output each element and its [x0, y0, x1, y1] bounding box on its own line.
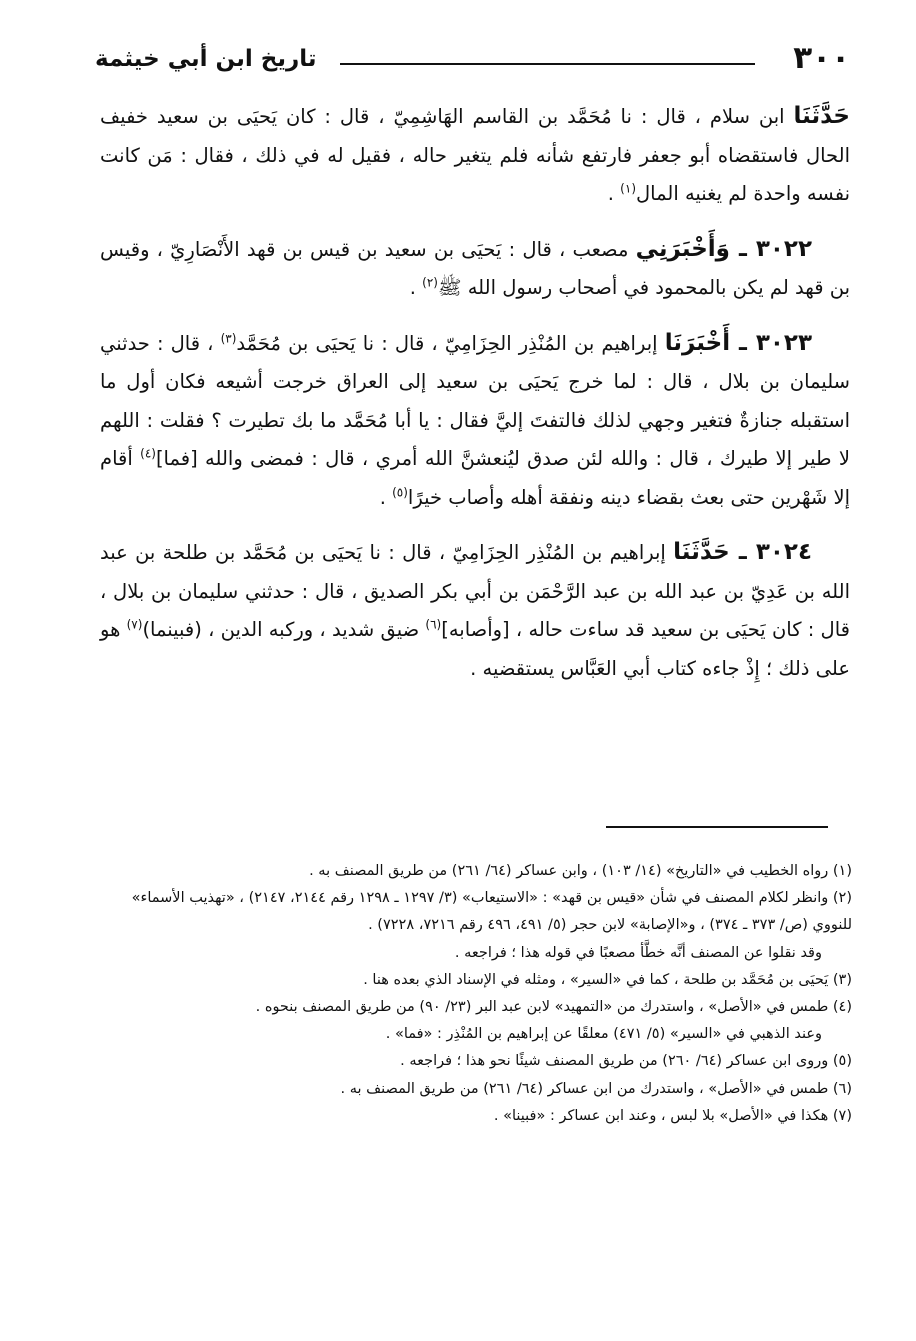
header-rule — [340, 63, 755, 65]
paragraph-text: إبراهيم بن المُنْذِر الحِزَامِيّ ، قال : نا يَحيَى بن مُحَمَّد — [236, 331, 665, 355]
footnote-ref[interactable]: (٤) — [140, 446, 156, 461]
paragraph-intro — [100, 97, 850, 214]
paragraph-number: ٣٠٢٤ ـ — [729, 539, 812, 565]
footnote-2: (٢) وانظر لكلام المصنف في شأن «قيس بن قهد» : «الاستيعاب» (٣/ ١٢٩٧ ـ ١٢٩٨ رقم ٢١٤٤، ٢١٤٧) ، «تهذيب الأسماء» للنووي (ص/ ٣٧٣ ـ ٣٧٤) ، و«الإصابة» لابن حجر (٥/ ٤٩١، ٤٩٦ رقم ٧٢١٦، ٧٢٢٨) . — [131, 890, 852, 934]
paragraph-text: هو على ذلك ؛ إِذْ جاءه كتاب أبي العَبَّاس يستقضيه . — [100, 618, 850, 680]
footnote-ref[interactable]: (٦) — [425, 617, 442, 632]
footnote-1: (١) رواه الخطيب في «التاريخ» (١٤/ ١٠٣) ، وابن عساكر (٦٤/ ٢٦١) من طريق المصنف به . — [309, 863, 852, 879]
footnote-ref[interactable]: (٥) — [392, 485, 408, 499]
footnote-4-continuation: وعند الذهبي في «السير» (٥/ ٤٧١) معلقًا عن إبراهيم بن المُنْذِر : «فما» . — [385, 1026, 822, 1043]
footnote-ref[interactable]: (٣) — [220, 331, 237, 345]
footnote-ref[interactable]: (١) — [620, 181, 636, 196]
paragraph-number: ٣٠٢٢ ـ — [729, 235, 812, 262]
footnote-4: (٤) طمس في «الأصل» ، واستدرك من «التمهيد» لابن عبد البر (٢٣/ ٩٠) من طريق المصنف بنحوه . — [255, 999, 852, 1016]
footnote-6: (٦) طمس في «الأصل» ، واستدرك من ابن عساكر (٦٤/ ٢٦١) من طريق المصنف به . — [340, 1080, 852, 1097]
paragraph-text: . — [379, 485, 393, 509]
footnotes — [100, 858, 852, 1130]
paragraph-text: إبراهيم بن المُنْذِر الحِزَامِيّ ، قال : نا يَحيَى بن مُحَمَّد بن طلحة بن عبد الله بن عَدِيّ بن عبد الله بن عبد الرَّحْمَن بن أبي بكر الصديق ، قال : حدثني سليمان بن بلال ، قال : كان يَحيَى بن سعيد قد ساءت حاله ، [وأصابه] — [100, 541, 850, 641]
main-text — [100, 97, 850, 704]
running-title: تاريخ ابن أبي خيثمة — [95, 46, 317, 72]
narration-keyword: أَخْبَرَنَا — [664, 329, 731, 356]
footnote-3: (٣) يَحيَى بن مُحَمَّد بن طلحة ، كما في «السير» ، ومثله في الإسناد الذي بعده هنا . — [363, 971, 852, 988]
paragraph-text: ابن سلام ، قال : نا مُحَمَّد بن القاسم الهَاشِمِيّ ، قال : كان يَحيَى بن سعيد خفيف الحال فاستقضاه أبو جعفر فارتفع شأنه فلم يتغير حاله ، فقيل له في ذلك ، فقال : مَن كانت نفسه واحدة لم يغنيه المال — [100, 105, 850, 205]
narration-keyword: حَدَّثَنَا — [793, 103, 850, 129]
paragraph-text: مصعب ، قال : يَحيَى بن سعيد بن قيس بن قهد الأَنْصَارِيّ ، وقيس بن قهد لم يكن بالمحمود في أصحاب رسول الله ﷺ — [100, 237, 850, 299]
footnote-2-continuation: وقد نقلوا عن المصنف أنَّه خطَّأ مصعبًا في قوله هذا ؛ فراجعه . — [454, 944, 822, 961]
narration-keyword: حَدَّثَنَا — [673, 539, 730, 565]
page-header — [95, 40, 850, 84]
paragraph-text: ، قال : حدثني سليمان بن بلال ، قال : لما خرج يَحيَى بن سعيد إلى العراق خرجت أشيعه فكان أول ما استقبله جنازةٌ فتغير وجهي لذلك فالتفتَ إليَّ فقال : يا أبا مُحَمَّد ما بك تطيرت ؟ فقلت : اللهم لا طير إلا طيرك ، قال : والله لئن صدق ليُنعشنَّ الله أمري ، قال : فمضى والله [فما] — [100, 331, 851, 470]
page-number: ٣٠٠ — [793, 40, 850, 76]
paragraph-text: . — [607, 182, 621, 205]
paragraph-3024 — [100, 533, 850, 688]
paragraph-3023 — [100, 324, 850, 518]
paragraph-text: . — [409, 276, 423, 299]
paragraph-text: ضيق شديد ، وركبه الدين ، (فبينما) — [142, 618, 426, 641]
footnote-5: (٥) وروى ابن عساكر (٦٤/ ٢٦٠) من طريق المصنف شيئًا نحو هذا ؛ فراجعه . — [400, 1053, 852, 1070]
paragraph-text: أقام إلا شَهْرين حتى بعث بقضاء دينه ونفقة أهله وأصاب خيرًا — [100, 447, 850, 509]
footnote-separator — [606, 826, 828, 828]
paragraph-number: ٣٠٢٣ ـ — [730, 329, 812, 356]
footnote-ref[interactable]: (٧) — [126, 617, 143, 632]
footnote-7: (٧) هكذا في «الأصل» بلا لبس ، وعند ابن عساكر : «فبينا» . — [493, 1107, 852, 1124]
paragraph-3022 — [100, 230, 850, 308]
narration-keyword: وَأَخْبَرَنِي — [635, 235, 730, 262]
footnote-ref[interactable]: (٢) — [422, 275, 438, 290]
